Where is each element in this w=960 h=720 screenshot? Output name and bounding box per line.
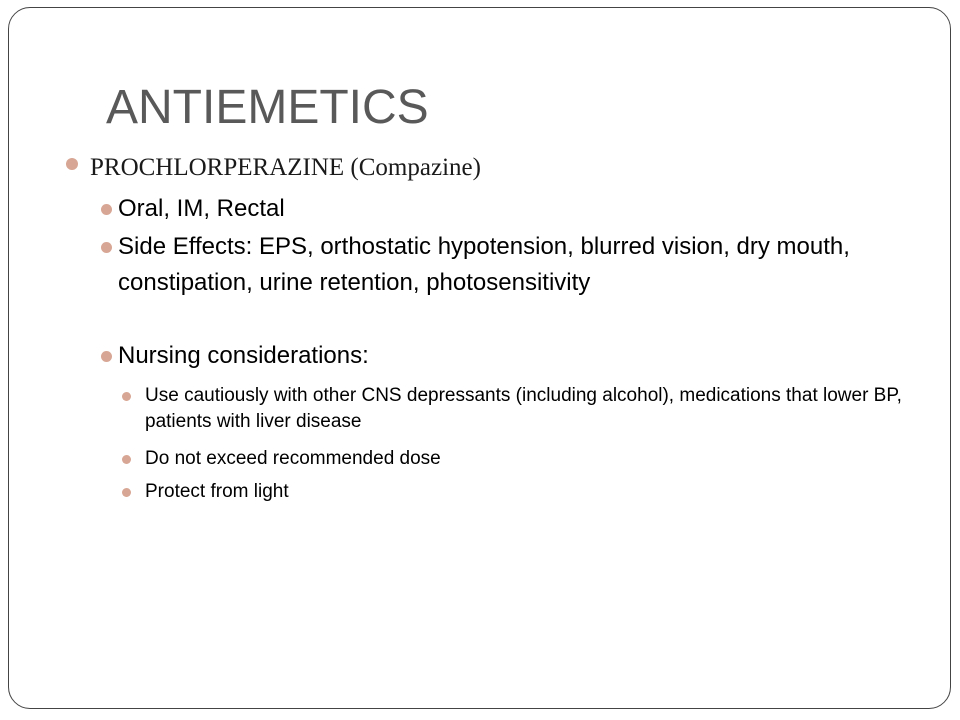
bullet-icon (101, 242, 112, 253)
routes-text: Oral, IM, Rectal (118, 195, 285, 222)
bullet-icon (122, 392, 131, 401)
bullet-icon (66, 158, 78, 170)
nursing-heading: Nursing considerations: (118, 342, 369, 369)
nursing-item: Do not exceed recommended dose (145, 448, 441, 469)
bullet-icon (101, 351, 112, 362)
bullet-icon (101, 204, 112, 215)
nursing-item: Protect from light (145, 481, 289, 502)
bullet-icon (122, 455, 131, 464)
drug-name: PROCHLORPERAZINE (Compazine) (90, 154, 481, 181)
side-effects-text: Side Effects: EPS, orthostatic hypotension, blurred vision, dry mouth, constipation, urine retention, photosensitivity (118, 233, 850, 296)
bullet-icon (122, 488, 131, 497)
nursing-item: Use cautiously with other CNS depressants (including alcohol), medications that lower BP, patients with liver disease (145, 385, 902, 432)
slide-title: ANTIEMETICS (106, 81, 429, 134)
